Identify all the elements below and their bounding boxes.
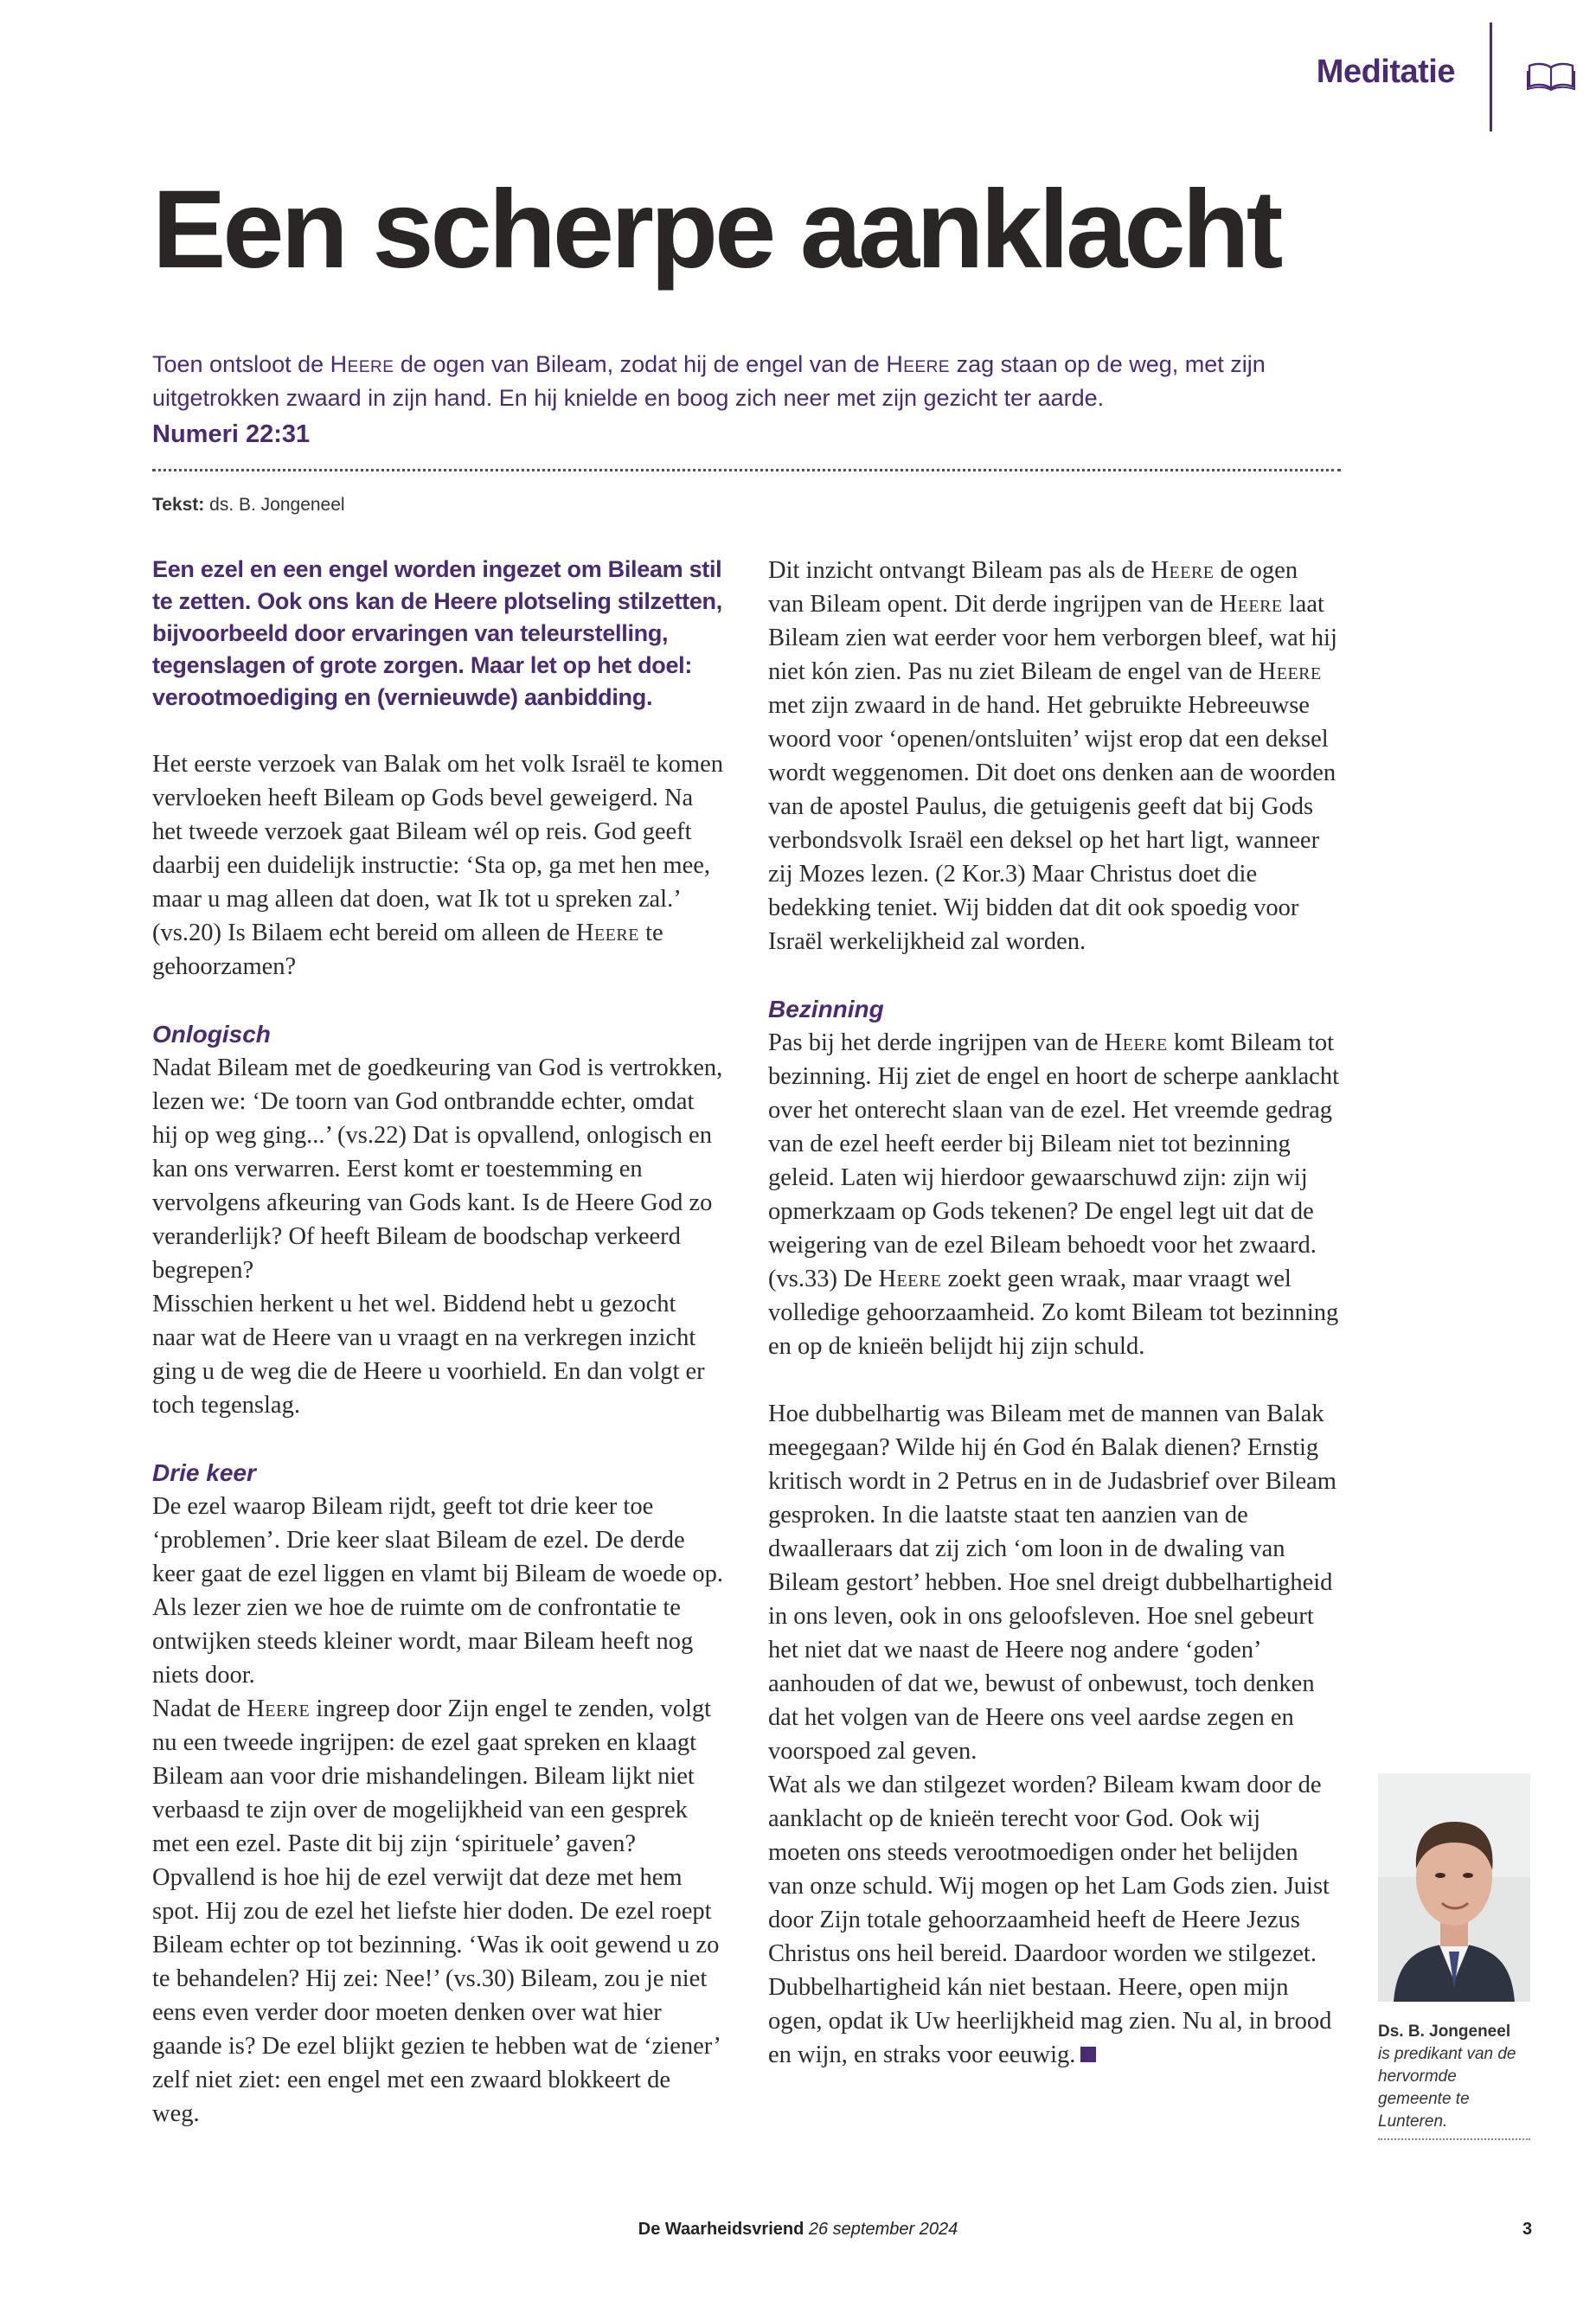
verse-heere-1: Heere: [330, 351, 394, 377]
credit-label: Tekst:: [152, 495, 205, 515]
dotted-divider: [152, 469, 1341, 471]
header-divider: [1490, 22, 1492, 131]
scripture-verse: [152, 348, 1346, 452]
author-photo: [1378, 1773, 1530, 2002]
body-paragraph-2: Nadat Bileam met de goedkeuring van God is vertrokken, lezen we: ‘De toorn van God ontbrandde echter, omdat hij op weg ging...’ (vs.22) Dat is opvallend, onlogisch en kan ons verwarren. Eerst komt er toestemming en vervolgens afkeuring van Gods kant. Is de Heere God zo veranderlijk? Of heeft Bileam de boodschap verkeerd begrepen?: [152, 1054, 723, 1284]
open-book-icon: [1526, 61, 1576, 92]
body-paragraph-7: Pas bij het derde ingrijpen van de Heere komt Bileam tot bezinning. Hij ziet de engel en hoort de scherpe aanklacht over het onterecht slaan van de ezel. Het vreemde gedrag van de ezel heeft eerder bij Bileam niet tot bezinning geleid. Laten wij hierdoor gewaarschuwd zijn: zijn wij opmerkzaam op Gods tekenen? De engel legt uit dat de weigering van de ezel Bileam behoedt voor het zwaard. (vs.33) De Heere zoekt geen wraak, maar vraagt wel volledige gehoorzaamheid. Zo komt Bileam tot bezinning en op de knieën belijdt hij zijn schuld.: [768, 1029, 1339, 1360]
verse-text-3: zag staan op de weg, met zijn uitgetrokken zwaard in zijn hand. En hij knielde en boog zich neer met zijn gezicht ter aarde.: [152, 351, 1266, 411]
publication-name: De Waarheidsvriend: [638, 2220, 804, 2239]
verse-reference: Numeri 22:31: [152, 420, 311, 448]
page-footer: [0, 2220, 1596, 2240]
author-role: is predikant van de hervormde gemeente te Lunteren.: [1378, 2045, 1516, 2131]
body-paragraph-9: Wat als we dan stilgezet worden? Bileam kwam door de aanklacht op de knieën terecht voor God. Ook wij moeten ons steeds verootmoedigen onder het belijden van onze schuld. Wij mogen op het Lam Gods zien. Juist door Zijn totale gehoorzaamheid heeft de Heere Jezus Christus ons heil bereid. Daardoor worden we stilgezet. Dubbelhartigheid kán niet bestaan. Heere, open mijn ogen, opdat ik Uw heerlijkheid mag zien. Nu al, in brood en wijn, en straks voor eeuwig.: [768, 1772, 1332, 2068]
end-mark: [1080, 2047, 1096, 2062]
subheading-bezinning: Bezinning: [768, 996, 884, 1022]
verse-heere-2: Heere: [886, 351, 951, 377]
page-number: 3: [1522, 2220, 1533, 2239]
author-credit: [152, 495, 345, 516]
subheading-onlogisch: Onlogisch: [152, 1021, 271, 1048]
photo-caption: [1378, 2021, 1534, 2140]
body-paragraph-6: Dit inzicht ontvangt Bileam pas als de Heere de ogen van Bileam opent. Dit derde ingrijpen van de Heere laat Bileam zien wat eerder voor hem verborgen bleef, wat hij niet kón zien. Pas nu ziet Bileam de engel van de Heere met zijn zwaard in de hand. Het gebruikte Hebreeuwse woord voor ‘openen/ontsluiten’ wijst erop dat een deksel wordt weggenomen. Dit doet ons denken aan de woorden van de apostel Paulus, die getuigenis geeft dat bij Gods verbondsvolk Israël een deksel op het hart ligt, wanneer zij Mozes lezen. (2 Kor.3) Maar Christus doet die bedekking teniet. Wij bidden dat dit ook spoedig voor Israël werkelijkheid zal worden.: [768, 557, 1337, 955]
body-paragraph-3: Misschien herkent u het wel. Biddend hebt u gezocht naar wat de Heere van u vraagt en na verkregen inzicht ging u de weg die de Heere u voorhield. En dan volgt er toch tegenslag.: [152, 1291, 705, 1419]
credit-name: ds. B. Jongeneel: [209, 495, 345, 515]
subheading-drie-keer: Drie keer: [152, 1459, 256, 1486]
section-label: Meditatie: [1316, 54, 1455, 90]
body-paragraph-8: Hoe dubbelhartig was Bileam met de mannen van Balak meegegaan? Wilde hij én God én Balak dienen? Ernstig kritisch wordt in 2 Petrus en in de Judasbrief over Bileam gesproken. In die laatste staat ten aanzien van de dwaalleraars dat zij zich ‘om loon in de dwaling van Bileam gestort’ hebben. Hoe snel dreigt dubbelhartigheid in ons leven, ook in ons geloofsleven. Hoe snel gebeurt het niet dat we naast de Heere nog andere ‘goden’ aanhouden of dat we, bewust of onbewust, toch denken dat het volgen van de Heere ons veel aardse zegen en voorspoed zal geven.: [768, 1400, 1336, 1765]
article-title: Een scherpe aanklacht: [152, 168, 1280, 292]
publication-date: 26 september 2024: [808, 2220, 958, 2239]
author-name: Ds. B. Jongeneel: [1378, 2022, 1511, 2041]
right-column: [768, 554, 1339, 2072]
caption-divider: [1378, 2138, 1530, 2140]
left-column: [152, 554, 723, 2131]
body-paragraph-1: Het eerste verzoek van Balak om het volk Israël te komen vervloeken heeft Bileam op Gods bevel geweigerd. Na het tweede verzoek gaat Bileam wél op reis. God geeft daarbij een duidelijk instructie: ‘Sta op, ga met hen mee, maar u mag alleen dat doen, wat Ik tot u spreken zal.’ (vs.20) Is Bilaem echt bereid om alleen de Heere te gehoorzamen?: [152, 751, 723, 980]
body-paragraph-4: De ezel waarop Bileam rijdt, geeft tot drie keer toe ‘problemen’. Drie keer slaat Bileam de ezel. De derde keer gaat de ezel liggen en vlamt bij Bileam de woede op. Als lezer zien we hoe de ruimte om de confrontatie te ontwijken steeds kleiner wordt, maar Bileam heeft nog niets door.: [152, 1493, 723, 1689]
verse-text-2: de ogen van Bileam, zodat hij de engel van de: [394, 351, 887, 377]
verse-text-1: Toen ontsloot de: [152, 351, 330, 377]
body-paragraph-5: Nadat de Heere ingreep door Zijn engel te zenden, volgt nu een tweede ingrijpen: de ezel gaat spreken en klaagt Bileam aan voor drie mishandelingen. Bileam lijkt niet verbaasd te zijn over de mogelijkheid van een gesprek met een ezel. Paste dit bij zijn ‘spirituele’ gaven? Opvallend is hoe hij de ezel verwijt dat deze met hem spot. Hij zou de ezel het liefste hier doden. De ezel roept Bileam echter op tot bezinning. ‘Was ik ooit gewend u zo te behandelen? Hij zei: Nee!’ (vs.30) Bileam, zou je niet eens even verder door moeten denken over wat hier gaande is? De ezel blijkt gezien te hebben wat de ‘ziener’ zelf niet ziet: een engel met een zwaard blokkeert de weg.: [152, 1695, 720, 2127]
intro-paragraph: Een ezel en een engel worden ingezet om Bileam stil te zetten. Ook ons kan de Heere plotseling stilzetten, bijvoorbeeld door ervaringen van teleurstelling, tegenslagen of grote zorgen. Maar let op het doel: verootmoediging en (vernieuwde) aanbidding.: [152, 556, 722, 710]
